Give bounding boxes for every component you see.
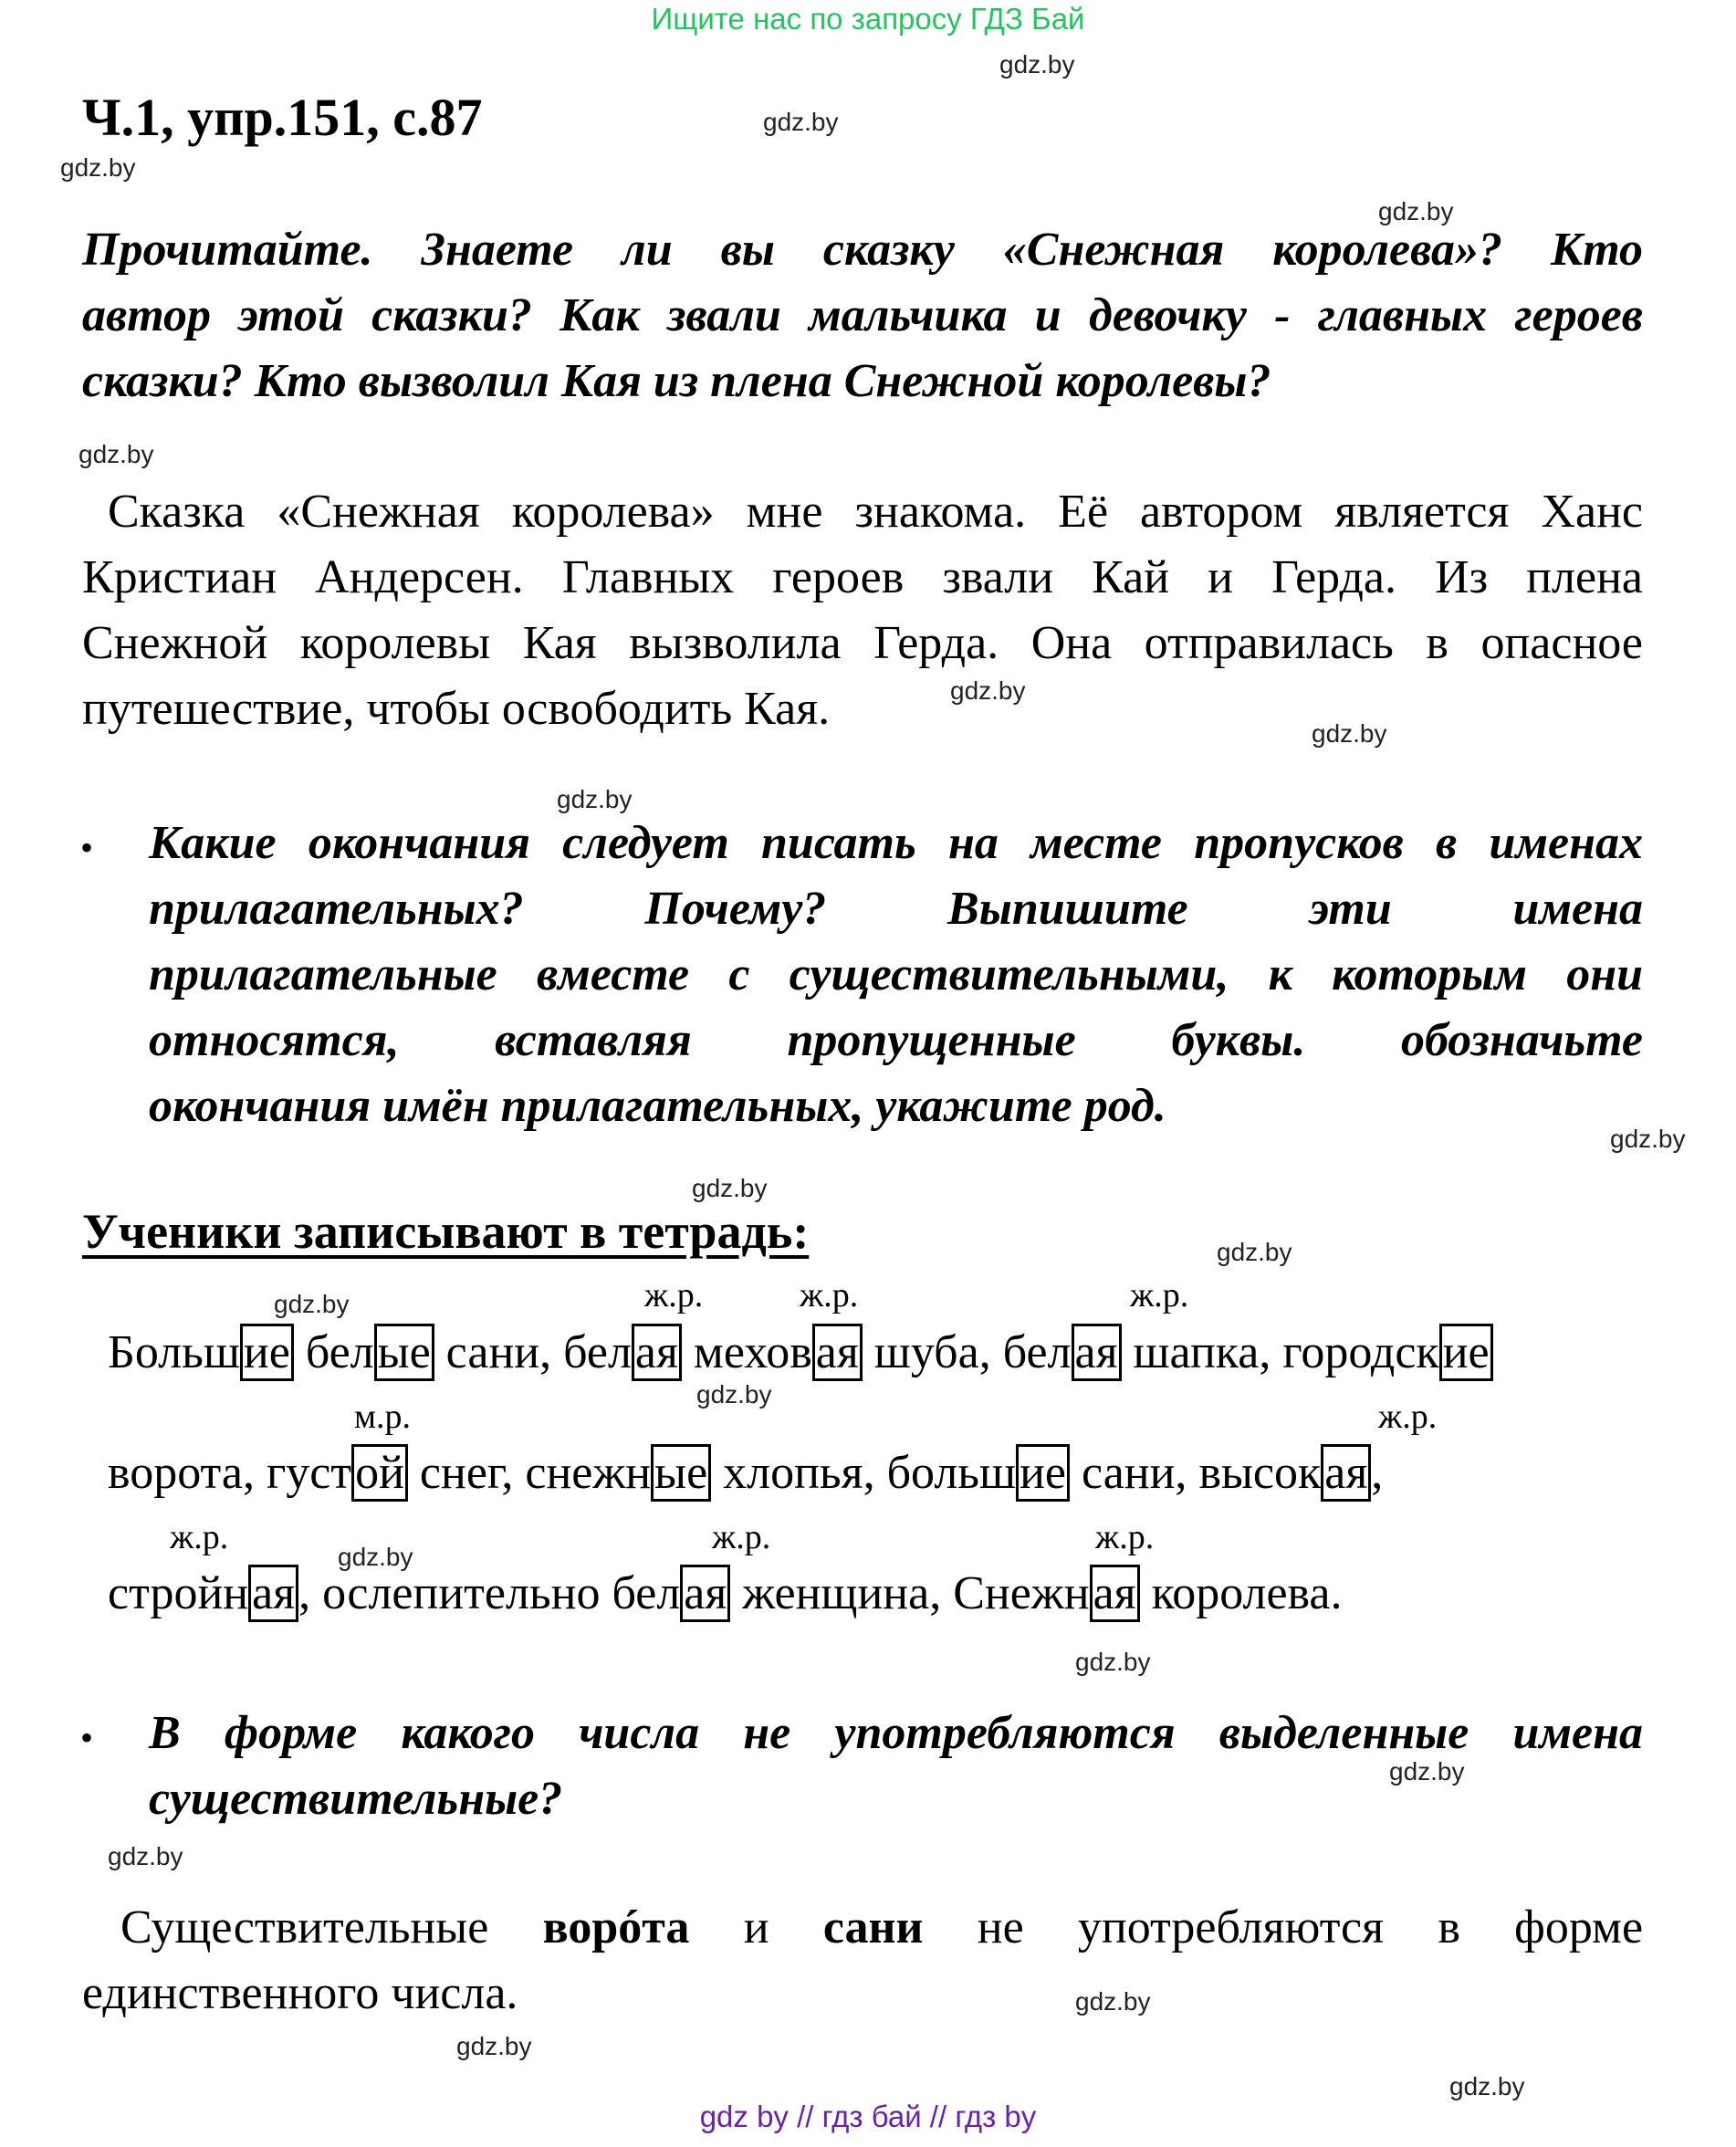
watermark: gdz.by (557, 785, 633, 813)
punctuation: , (298, 1567, 311, 1619)
word: королева. (1151, 1567, 1343, 1619)
task-line: окончания имён прилагательных, укажите род. (149, 1080, 1166, 1132)
watermark: gdz.by (1312, 719, 1387, 748)
answer-block (82, 1895, 1643, 2027)
punctuation: , (1371, 1447, 1384, 1499)
question-line: автор этой сказки? Как звали мальчика и девочку - главных героев (82, 289, 1643, 341)
answer-line: Сказка «Снежная королева» мне знакома. Её автором является Ханс (108, 486, 1643, 538)
gender-label: ж.р. (1130, 1276, 1189, 1314)
bottom-banner[interactable]: gdz by // гдз бай // гдз by (699, 2100, 1037, 2133)
word-stem: снежн (525, 1447, 652, 1499)
ending-box: ой (351, 1444, 408, 1502)
gender-label: ж.р. (712, 1518, 771, 1556)
word-stem: бел (1002, 1326, 1072, 1378)
task-block (149, 811, 1643, 1139)
answer-block (82, 479, 1643, 742)
watermark: gdz.by (1610, 1125, 1686, 1153)
watermark: gdz.by (950, 676, 1026, 705)
answer-bold-word: сани (822, 1901, 924, 1953)
ending-box: ая (248, 1565, 298, 1622)
task-line: В форме какого числа не употребляются выделенные имена (149, 1707, 1643, 1759)
gender-label: ж.р. (800, 1276, 859, 1314)
task-line: существительные? (149, 1773, 563, 1825)
answer-line: Снежной королевы Кая вызволила Герда. Она отправилась в опасное (82, 617, 1643, 669)
ending-box: ые (651, 1444, 711, 1502)
gender-label: ж.р. (644, 1276, 704, 1314)
subheading: Ученики записывают в тетрадь: (82, 1204, 810, 1259)
ending-box: ая (1090, 1565, 1140, 1622)
word-stem: городск (1282, 1326, 1439, 1378)
gender-label: ж.р. (1095, 1518, 1155, 1556)
watermark: gdz.by (78, 440, 154, 468)
watermark: gdz.by (456, 2032, 532, 2060)
bullet: • (80, 1717, 94, 1758)
ending-box: ая (1072, 1324, 1122, 1381)
word-stem: бел (563, 1326, 632, 1378)
question-line: Прочитайте. Знаете ли вы сказку «Снежная королева»? Кто (82, 224, 1643, 276)
word-stem: густ (266, 1447, 352, 1499)
question-block (82, 217, 1643, 414)
word-stem: Больш (108, 1326, 240, 1378)
page-title: Ч.1, упр.151, с.87 (82, 88, 483, 147)
ending-box: ие (1439, 1324, 1493, 1381)
gender-label: ж.р. (1378, 1398, 1438, 1436)
ending-box: ая (1321, 1444, 1371, 1502)
word-stem: высок (1198, 1447, 1322, 1499)
ending-box: ая (812, 1324, 863, 1381)
ending-box: ие (1016, 1444, 1070, 1502)
answer-text: и (743, 1901, 769, 1953)
exercise-line (108, 1446, 1383, 1500)
watermark: gdz.by (696, 1380, 772, 1409)
watermark: gdz.by (1075, 1987, 1151, 2016)
exercise-line (108, 1325, 1493, 1379)
bullet: • (80, 827, 94, 868)
word: шапка, (1133, 1326, 1271, 1378)
watermark: gdz.by (60, 153, 136, 182)
task-line: прилагательных? Почему? Выпишите эти имена (149, 883, 1643, 935)
watermark: gdz.by (274, 1290, 350, 1318)
task-line: Какие окончания следует писать на месте пропусков в именах (149, 817, 1643, 869)
word: шуба, (873, 1326, 991, 1378)
watermark: gdz.by (108, 1842, 183, 1870)
gender-label: м.р. (354, 1398, 412, 1436)
word: сани, (1081, 1447, 1187, 1499)
top-banner[interactable]: Ищите нас по запросу ГДЗ Бай (651, 2, 1085, 36)
watermark: gdz.by (338, 1543, 413, 1571)
word: сани, (445, 1326, 552, 1378)
ending-box: ие (240, 1324, 294, 1381)
word-stem: стройн (108, 1567, 249, 1619)
task-line: прилагательные вместе с существительными, к которым они (149, 948, 1643, 1000)
answer-text: Существительные (120, 1901, 489, 1953)
ending-box: ые (374, 1324, 434, 1381)
watermark: gdz.by (1217, 1238, 1292, 1266)
word-stem: бел (612, 1567, 681, 1619)
answer-bold-word: ворóта (542, 1901, 690, 1953)
word: ворота, (108, 1447, 255, 1499)
watermark: gdz.by (1389, 1757, 1465, 1786)
watermark: gdz.by (999, 50, 1075, 79)
gender-label: ж.р. (170, 1518, 229, 1556)
answer-line: Кристиан Андерсен. Главных героев звали Кай и Герда. Из плена (82, 551, 1643, 603)
answer-line (82, 1895, 1643, 1961)
word-stem: Снежн (953, 1567, 1090, 1619)
watermark: gdz.by (1075, 1648, 1151, 1676)
answer-line: путешествие, чтобы освободить Кая. (82, 683, 831, 735)
word: ослепительно (322, 1567, 601, 1619)
word: снег, (419, 1447, 514, 1499)
task-block (149, 1701, 1643, 1832)
watermark: gdz.by (1449, 2072, 1525, 2100)
task-line: относятся, вставляя пропущенные буквы. обозначьте (149, 1014, 1643, 1066)
word-stem: мехов (693, 1326, 812, 1378)
watermark: gdz.by (692, 1174, 768, 1202)
word-stem: бел (305, 1326, 374, 1378)
ending-box: ая (680, 1565, 730, 1622)
watermark: gdz.by (763, 108, 839, 136)
word: женщина, (742, 1567, 942, 1619)
answer-text: не употребляются в форме (977, 1901, 1644, 1953)
question-line: сказки? Кто вызволил Кая из плена Снежной королевы? (82, 355, 1271, 407)
ending-box: ая (632, 1324, 682, 1381)
exercise-line (108, 1566, 1343, 1620)
word-stem: больш (886, 1447, 1017, 1499)
answer-line: единственного числа. (82, 1967, 518, 2019)
word: хлопья, (723, 1447, 875, 1499)
watermark: gdz.by (1378, 197, 1454, 225)
